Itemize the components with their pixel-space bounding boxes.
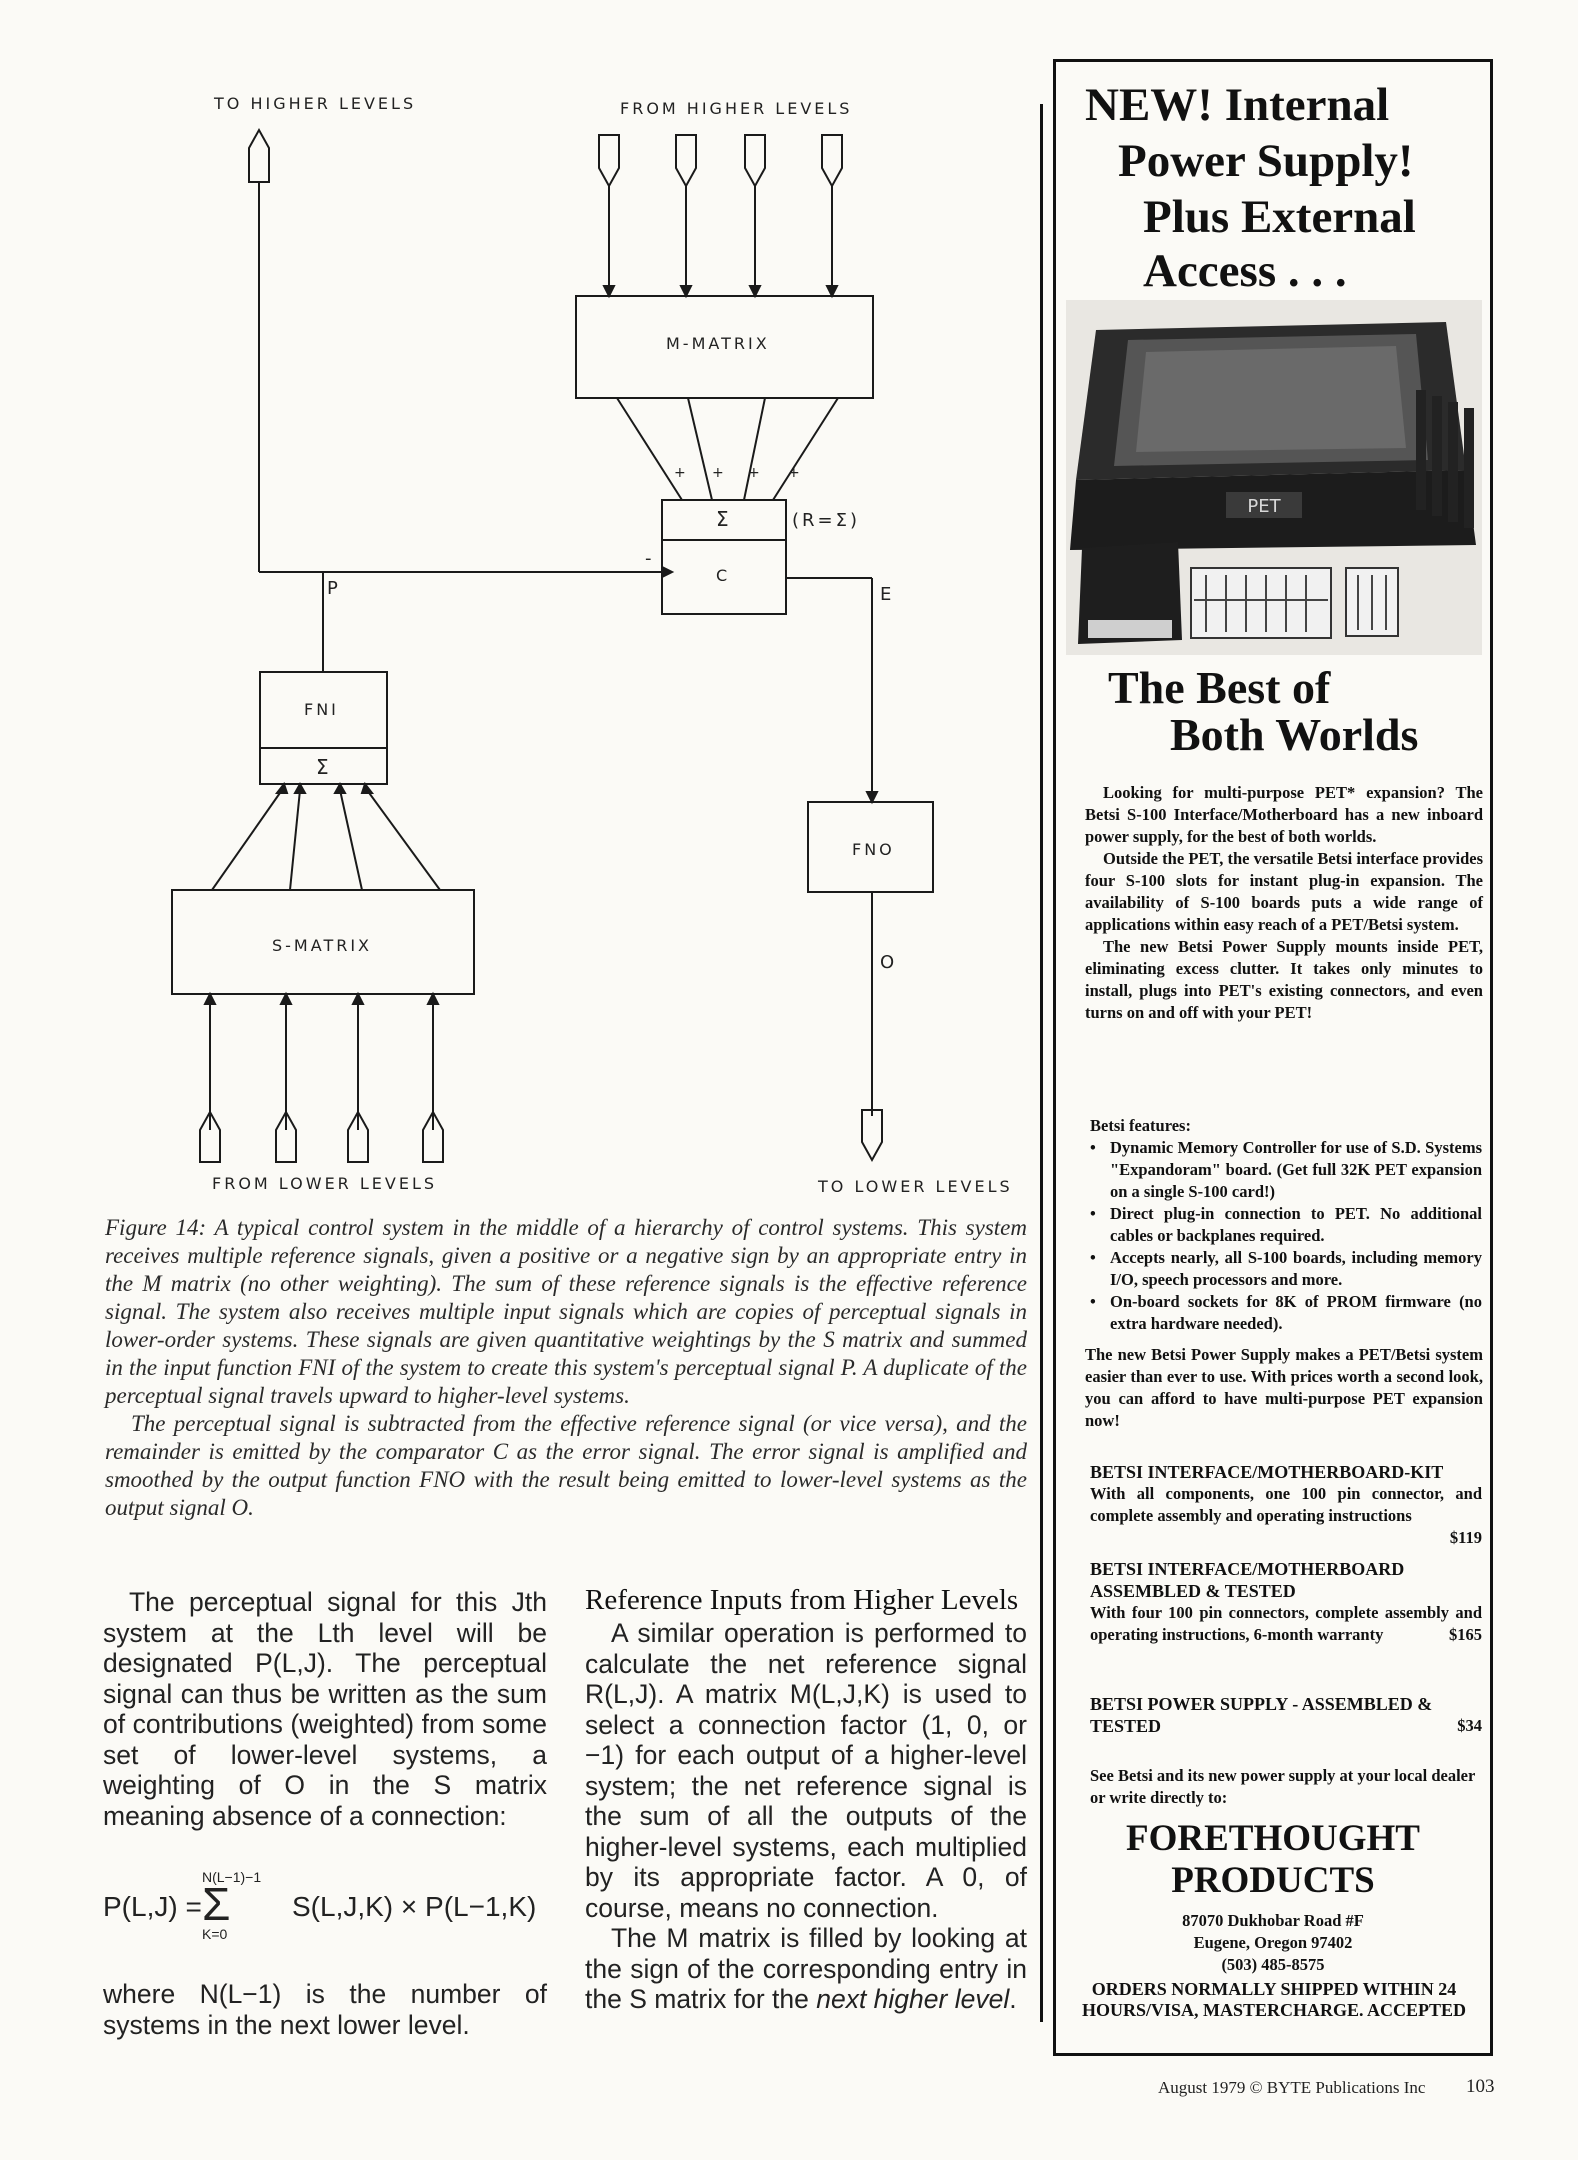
phone-number: (503) 485-8575 <box>1221 1955 1325 1974</box>
ad-features-list <box>1090 1137 1482 1335</box>
equation-sigma: Σ <box>202 1878 231 1930</box>
ad-product-1 <box>1090 1461 1482 1549</box>
ad-intro-paragraph-1: Looking for multi-purpose PET* expansion? The Betsi S-100 Interface/Motherboard has a new inboard power supply, for the best of both worlds. <box>1085 783 1483 846</box>
from-higher-arrow-4 <box>822 135 842 186</box>
ad-intro <box>1085 782 1483 1024</box>
address-line-1: 87070 Dukhobar Road #F <box>1182 1911 1364 1930</box>
minus-sign: - <box>645 548 655 569</box>
comparator-label: C <box>716 566 731 585</box>
equation-rhs: S(L,J,K) × P(L−1,K) <box>292 1891 537 1922</box>
ad-feature-item: • On-board sockets for 8K of PROM firmware (no extra hardware needed). <box>1110 1291 1482 1335</box>
product-2-name: BETSI INTERFACE/MOTHERBOARD ASSEMBLED & TESTED <box>1090 1559 1405 1601</box>
left-paragraph-1: The perceptual signal for this Jth system at the Lth level will be designated P(L,J). The perceptual signal can thus be written as the sum of contributions (weighted) from some set of lower-level systems, a weighting of O in the S matrix meaning absence of a connection: <box>103 1587 547 1831</box>
ad-features <box>1090 1115 1482 1335</box>
ad-dealer <box>1090 1765 1482 1809</box>
equation-upper-limit: N(L−1)−1 <box>202 1869 262 1885</box>
company-name-line-2: PRODUCTS <box>1171 1860 1375 1901</box>
left-column-end <box>103 1979 547 2040</box>
plus-sign-1: + <box>674 465 689 481</box>
equation-lower-limit: K=0 <box>202 1926 228 1942</box>
plus-sign-3: + <box>748 465 763 481</box>
right-paragraph-2: The M matrix is filled by looking at the sign of the corresponding entry in the S matrix for the next higher level. <box>585 1923 1027 2014</box>
product-2-price: $165 <box>1449 1625 1482 1644</box>
ad-dealer-text: See Betsi and its new power supply at your local dealer or write directly to: <box>1090 1766 1476 1807</box>
ad-features-label: Betsi features: <box>1090 1116 1191 1135</box>
ad-orders <box>1080 1979 1468 2021</box>
ad-product-2 <box>1090 1558 1482 1646</box>
right-paragraph-1: A similar operation is performed to calculate the net reference signal R(L,J). A matrix M(L,J,K) is used to select a connection factor (1, 0, or −1) for each output of a higher-level system; the net reference signal is the sum of all the outputs of the higher-level systems, each multiplied by its appropriate factor. A 0, of course, means no connection. <box>585 1618 1027 1923</box>
m-matrix-label: M-MATRIX <box>666 334 770 353</box>
ad-closing-paragraph: The new Betsi Power Supply makes a PET/Betsi system easier than ever to use. With prices worth a second look, you can afford to have multi-purpose PET expansion now! <box>1085 1345 1483 1430</box>
output-signal-label: O <box>880 952 898 973</box>
ad-feature-item: • Accepts nearly, all S-100 boards, including memory I/O, speech processors and more. <box>1110 1247 1482 1291</box>
product-1-description: With all components, one 100 pin connector, and complete assembly and operating instructions <box>1090 1484 1482 1525</box>
ad-title-line-1: NEW! Internal <box>1085 79 1390 131</box>
product-1-name: BETSI INTERFACE/MOTHERBOARD-KIT <box>1090 1462 1444 1482</box>
ad-address <box>1066 1910 1480 1976</box>
product-3-name: BETSI POWER SUPPLY - ASSEMBLED & TESTED <box>1090 1694 1433 1736</box>
to-higher-arrow <box>249 130 269 182</box>
page-number: 103 <box>1466 2076 1495 2097</box>
from-higher-levels-label: FROM HIGHER LEVELS <box>620 99 853 118</box>
ad-closing <box>1085 1344 1483 1432</box>
from-lower-levels-label: FROM LOWER LEVELS <box>212 1174 438 1193</box>
address-line-2: Eugene, Oregon 97402 <box>1193 1933 1353 1952</box>
input-sigma-label: Σ <box>316 755 332 779</box>
ad-subtitle-line-2: Both Worlds <box>1170 709 1419 760</box>
ad-product-3 <box>1090 1693 1482 1737</box>
to-higher-levels-label: TO HIGHER LEVELS <box>214 94 417 113</box>
footer-date: August 1979 © BYTE Publications Inc <box>1158 2078 1426 2097</box>
caption-paragraph-2: The perceptual signal is subtracted from the effective reference signal (or vice versa), and the remainder is emitted by the comparator C as the error signal. The error signal is amplified and smoothed by the output function FNO with the result being emitted to lower-level systems as the output signal O. <box>105 1411 1027 1520</box>
perceptual-signal-label: P <box>327 578 341 599</box>
ad-feature-item: • Dynamic Memory Controller for use of S.D. Systems "Expandoram" board. (Get full 32K PET expansion on a single S-100 card!) <box>1110 1137 1482 1203</box>
ad-title-line-2: Power Supply! <box>1118 135 1414 187</box>
ad-intro-paragraph-2: Outside the PET, the versatile Betsi interface provides four S-100 slots for instant plug-in expansion. The availability of S-100 boards puts a wide range of applications within easy reach of a PET/Betsi system. <box>1085 849 1483 934</box>
control-system-diagram <box>0 0 1040 1210</box>
to-lower-levels-label: TO LOWER LEVELS <box>818 1177 1013 1196</box>
figure-caption <box>105 1214 1027 1522</box>
ad-subtitle-line-1: The Best of <box>1108 662 1331 713</box>
orders-text: ORDERS NORMALLY SHIPPED WITHIN 24 HOURS/VISA, MASTERCHARGE. ACCEPTED <box>1081 1979 1467 2020</box>
ad-title-line-3: Plus External <box>1143 191 1416 243</box>
to-lower-arrow <box>862 1110 882 1160</box>
product-3-price: $34 <box>1457 1716 1482 1735</box>
column-divider <box>1040 104 1043 2022</box>
pet-label: PET <box>1247 496 1281 517</box>
product-1-price: $119 <box>1449 1528 1482 1547</box>
equation-lhs: P(L,J) = <box>103 1891 202 1922</box>
pet-betsi-product-photo <box>1066 300 1482 655</box>
caption-paragraph-1: Figure 14: A typical control system in the middle of a hierarchy of control systems. This system receives multiple reference signals, given a positive or a negative sign by an appropriate entry in the M matrix (no other weighting). The sum of these reference signals is the effective reference signal. The system also receives multiple input signals which are copies of perceptual signals in lower-order systems. These signals are given quantitative weightings by the S matrix and summed in the input function FNI of the system to create this system's perceptual signal P. A duplicate of the perceptual signal travels upward to higher-level systems. <box>105 1215 1027 1408</box>
from-higher-arrow-2 <box>676 135 696 186</box>
product-2-description: With four 100 pin connectors, complete assembly and operating instructions, 6-month warranty <box>1090 1603 1482 1644</box>
ad-title-line-4: Access . . . <box>1143 245 1347 297</box>
right-column <box>585 1585 1027 2015</box>
fni-label: FNI <box>304 700 339 719</box>
company-name-line-1: FORETHOUGHT <box>1126 1818 1420 1859</box>
s-matrix-label: S-MATRIX <box>272 936 373 955</box>
plus-sign-4: + <box>788 465 803 481</box>
fno-label: FNO <box>852 840 895 859</box>
from-higher-arrow-3 <box>745 135 765 186</box>
section-heading: Reference Inputs from Higher Levels <box>585 1584 1019 1616</box>
r-equals-sigma-label: (R=Σ) <box>792 510 861 531</box>
ad-intro-paragraph-3: The new Betsi Power Supply mounts inside PET, eliminating excess clutter. It takes only minutes to install, plugs into PET's existing connectors, and even turns on and off with your PET! <box>1085 937 1483 1022</box>
ad-feature-item: • Direct plug-in connection to PET. No additional cables or backplanes required. <box>1110 1203 1482 1247</box>
error-signal-label: E <box>880 584 895 605</box>
from-higher-arrow-1 <box>599 135 619 186</box>
left-paragraph-2: where N(L−1) is the number of systems in the next lower level. <box>103 1979 547 2040</box>
reference-sigma-label: Σ <box>716 507 732 531</box>
plus-sign-2: + <box>712 465 727 481</box>
left-column <box>103 1587 547 1831</box>
